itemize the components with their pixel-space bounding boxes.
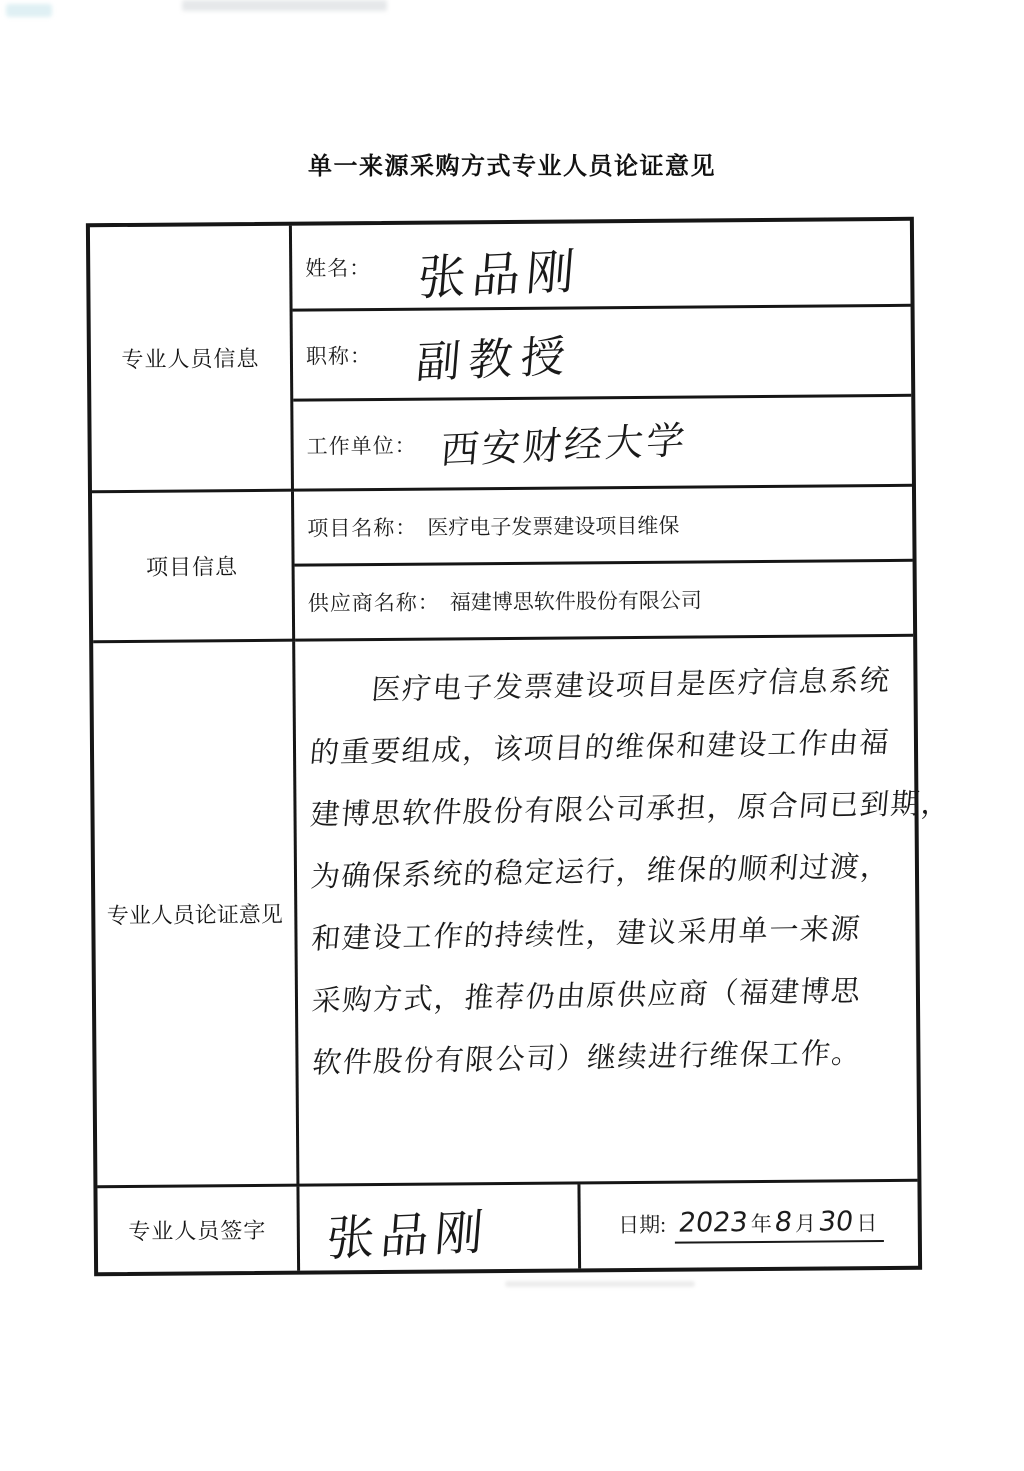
row-job-title — [293, 307, 912, 402]
name-handwritten-value: 张品刚 — [415, 243, 583, 307]
name-label: 姓名： — [305, 255, 372, 281]
scan-smudge-artifact — [6, 4, 52, 17]
opinion-line: 的重要组成，该项目的维保和建设工作由福 — [308, 724, 892, 770]
opinion-line: 和建设工作的持续性，建议采用单一来源 — [310, 911, 863, 956]
date-label: 日期: — [618, 1212, 667, 1238]
date-year-handwritten: 2023 — [676, 1207, 750, 1239]
section-label-signature: 专业人员签字 — [97, 1187, 300, 1273]
opinion-line: 为确保系统的稳定运行，维保的顺利过渡， — [309, 848, 893, 894]
supplier-label: 供应商名称： — [307, 590, 440, 616]
section-label-personnel-info: 专业人员信息 — [90, 226, 294, 494]
opinion-line: 建博思软件股份有限公司承担，原合同已到期， — [309, 785, 954, 832]
date-field — [615, 1206, 883, 1244]
opinion-form-table — [86, 217, 954, 1276]
section-label-opinion: 专业人员论证意见 — [93, 642, 299, 1189]
signature-cell — [299, 1184, 581, 1270]
opinion-line: 软件股份有限公司）继续进行维保工作。 — [311, 1035, 864, 1080]
date-day-suffix: 日 — [856, 1211, 878, 1236]
date-day-handwritten: 30 — [816, 1206, 856, 1238]
supplier-value: 福建博思软件股份有限公司 — [449, 588, 702, 615]
date-year-suffix: 年 — [750, 1211, 772, 1237]
job-title-label: 职称： — [305, 343, 373, 369]
opinion-line: 医疗电子发票建设项目是医疗信息系统 — [370, 662, 893, 707]
document-title: 单一来源采购方式专业人员论证意见 — [308, 153, 716, 180]
signature-handwritten: 张品刚 — [324, 1203, 492, 1267]
section-label-project-info: 项目信息 — [92, 492, 295, 644]
date-underlined-value — [675, 1206, 884, 1244]
date-month-suffix: 月 — [794, 1211, 817, 1236]
work-unit-label: 工作单位： — [306, 433, 417, 459]
row-supplier — [295, 562, 914, 642]
row-work-unit — [293, 397, 912, 492]
scan-cutoff-text-artifact — [182, 0, 387, 11]
opinion-handwritten-text — [295, 637, 954, 1187]
date-month-handwritten: 8 — [772, 1206, 794, 1238]
project-name-label: 项目名称： — [307, 515, 418, 541]
scan-bleed-artifact — [505, 1281, 695, 1287]
date-cell — [580, 1182, 918, 1269]
project-name-value: 医疗电子发票建设项目维保 — [427, 513, 680, 540]
opinion-line: 采购方式，推荐仍由原供应商（福建博思 — [310, 973, 863, 1018]
row-project-name — [294, 487, 913, 567]
row-name — [292, 221, 911, 312]
work-unit-handwritten-value: 西安财经大学 — [439, 417, 690, 473]
job-title-handwritten-value: 副教授 — [414, 330, 575, 389]
